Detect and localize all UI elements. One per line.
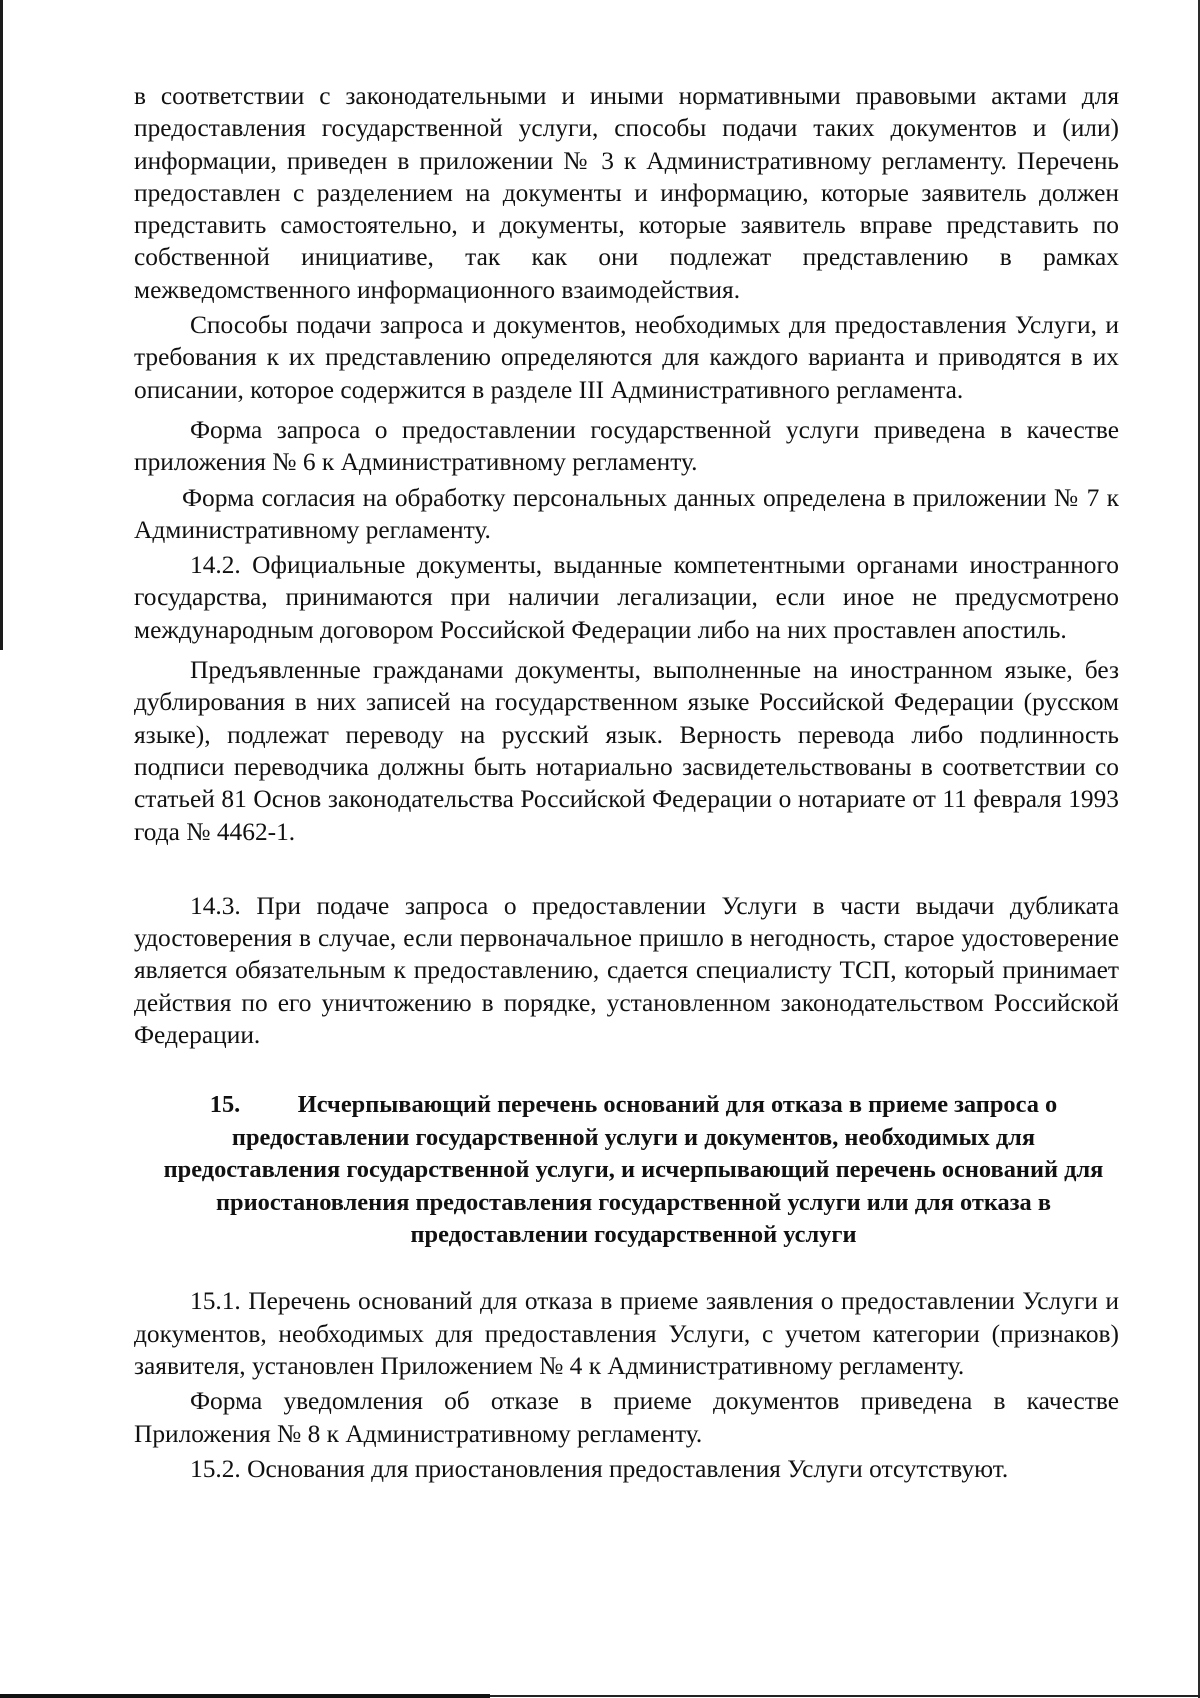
document-body	[134, 80, 1119, 1485]
section-number: 15.	[209, 1091, 241, 1119]
paragraph-refusal-notice-form: Форма уведомления об отказе в приеме документов приведена в качестве Приложения № 8 к Административному регламенту.	[134, 1387, 1119, 1448]
paragraph-15-2: 15.2. Основания для приостановления предоставления Услуги отсутствуют.	[190, 1454, 1009, 1483]
paragraph-foreign-language: Предъявленные гражданами документы, выполненные на иностранном языке, без дублирования в них записей на государственном языке Российской Федерации (русском языке), подлежат переводу на русский язык. Верность перевода либо подлинность подписи переводчика должны быть нотариально засвидетельствованы в соответствии со статьей 81 Основ законодательства Российской Федерации о нотариате от 11 февраля 1993 года № 4462-1.	[134, 656, 1119, 846]
scan-edge-bottom-right	[490, 1695, 1200, 1697]
section-title: Исчерпывающий перечень оснований для отказа в приеме запроса о предоставлении государственной услуги и документов, необходимых для предоставления государственной услуги, и исчерпывающий перечень оснований для приостановления предоставления государственной услуги или для отказа в предоставлении государственной услуги	[163, 1091, 1104, 1248]
paragraph-consent-form: Форма согласия на обработку персональных данных определена в приложении № 7 к Административному регламенту.	[134, 483, 1119, 544]
paragraph-request-form: Форма запроса о предоставлении государственной услуги приведена в качестве приложения № 6 к Административному регламенту.	[134, 415, 1119, 477]
section-heading	[134, 1089, 1119, 1251]
paragraph-documents-list: в соответствии с законодательными и иными нормативными правовыми актами для предоставления государственной услуги, способы подачи таких документов и (или) информации, приведен в приложении № 3 к Административному регламенту. Перечень предоставлен с разделением на документы и информацию, которые заявитель должен представить самостоятельно, и документы, которые заявитель вправе представить по собственной инициативе, так как они подлежат представлению в рамках межведомственного информационного взаимодействия.	[134, 82, 1119, 304]
paragraph-submission-methods: Способы подачи запроса и документов, необходимых для предоставления Услуги, и требования к их представлению определяются для каждого варианта и приводятся в их описании, которое содержится в разделе III Административного регламента.	[134, 311, 1119, 404]
paragraph-15-1: 15.1. Перечень оснований для отказа в приеме заявления о предоставлении Услуги и документов, необходимых для предоставления Услуги, с учетом категории (признаков) заявителя, установлен Приложением № 4 к Административному регламенту.	[134, 1287, 1119, 1380]
paragraph-14-2: 14.2. Официальные документы, выданные компетентными органами иностранного государства, принимаются при наличии легализации, если иное не предусмотрено международным договором Российской Федерации либо на них проставлен апостиль.	[134, 551, 1119, 644]
paragraph-14-3: 14.3. При подаче запроса о предоставлении Услуги в части выдачи дубликата удостоверения в случае, если первоначальное пришло в негодность, старое удостоверение является обязательным к предоставлению, сдается специалисту ТСП, который принимает действия по его уничтожению в порядке, установленном законодательством Российской Федерации.	[134, 891, 1119, 1050]
scan-edge-left	[0, 0, 3, 650]
scan-edge-bottom	[0, 1694, 490, 1698]
